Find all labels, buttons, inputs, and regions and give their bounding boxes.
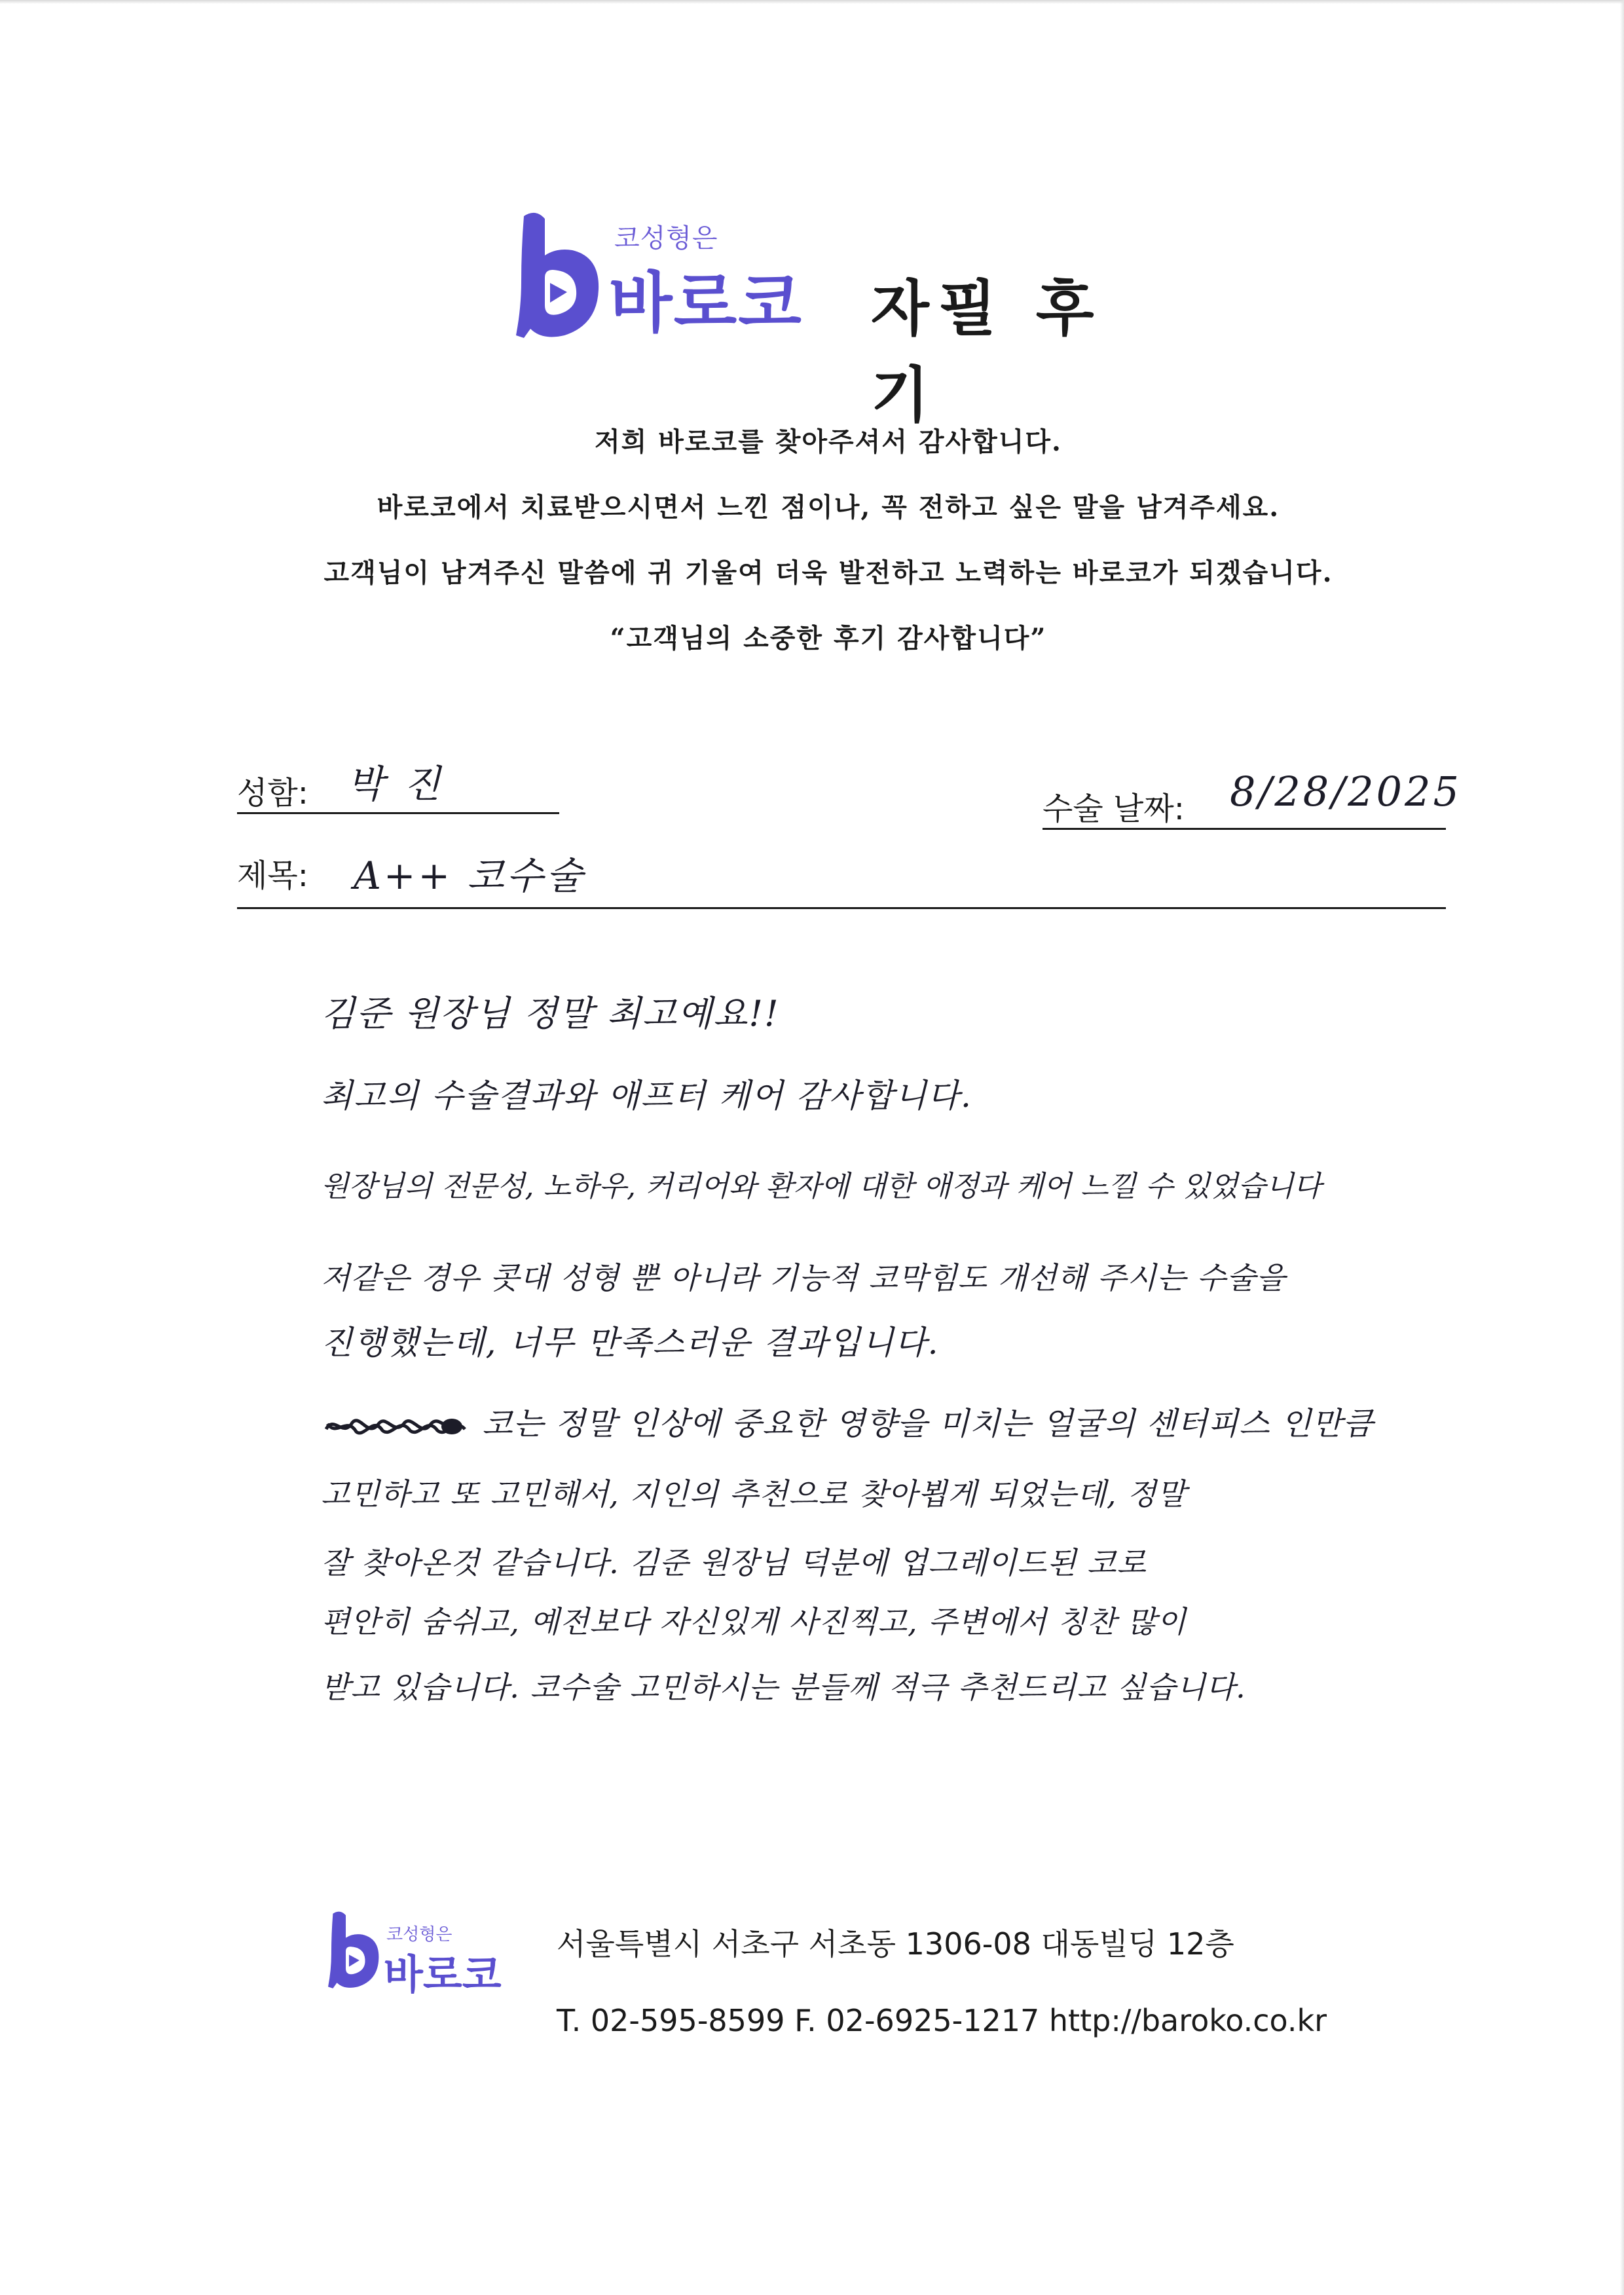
surgery-date-value: 8/28/2025 — [1230, 768, 1462, 815]
review-line-with-scribble — [321, 1539, 1147, 1582]
name-underline — [237, 812, 559, 814]
intro-line: 바로코에서 치료받으시면서 느낀 점이나, 꼭 전하고 싶은 말을 남겨주세요. — [377, 492, 1280, 523]
brand-name: 바로코 — [609, 265, 803, 341]
subject-underline — [237, 907, 1446, 909]
scan-edge — [1620, 0, 1624, 2295]
intro-line: 저희 바로코를 찾아주셔서 감사합니다. — [595, 426, 1062, 457]
brand-tagline: 코성형은 — [614, 223, 718, 253]
review-line: 받고 있습니다. 코수술 고민하시는 분들께 적극 추천드리고 싶습니다. — [321, 1670, 1246, 1705]
footer-logo — [321, 1909, 530, 1998]
review-line: 최고의 수술결과와 애프터 케어 감사합니다. — [321, 1077, 972, 1115]
review-line: 진행했는데, 너무 만족스러운 결과입니다. — [321, 1324, 940, 1362]
review-line: 편안히 숨쉬고, 예전보다 자신있게 사진찍고, 주변에서 칭찬 많이 — [321, 1604, 1187, 1639]
intro-text — [223, 409, 1434, 671]
footer-brand-tagline: 코성형은 — [386, 1925, 452, 1945]
review-line: 김준 원장님 정말 최고예요!! — [321, 993, 780, 1034]
review-line: 저같은 경우 콧대 성형 뿐 아니라 기능적 코막힘도 개선해 주시는 수술을 — [321, 1260, 1286, 1296]
document-header — [504, 210, 1159, 430]
subject-value: A++ 코수술 — [354, 853, 585, 898]
subject-label: 제목: — [237, 857, 308, 894]
baroko-logo-icon — [504, 210, 602, 341]
scribbled-out-text — [321, 1412, 471, 1441]
baroko-logo-icon — [321, 1909, 381, 1990]
intro-line: 고객님이 남겨주신 말씀에 귀 기울여 더욱 발전하고 노력하는 바로코가 되겠습니다. — [323, 557, 1333, 588]
review-line-text: 잘 찾아온것 같습니다. 김준 원장님 덕분에 업그레이드된 코로 — [321, 1545, 1147, 1580]
document-title: 자필 후기 — [871, 274, 1103, 430]
intro-line: “고객님의 소중한 후기 감사합니다” — [610, 623, 1047, 654]
footer-address: 서울특별시 서초구 서초동 1306-08 대동빌딩 12층 — [557, 1926, 1234, 1962]
review-line-with-scribble — [321, 1398, 1374, 1444]
name-label: 성함: — [237, 775, 308, 812]
date-underline — [1043, 828, 1446, 830]
review-line: 원장님의 전문성, 노하우, 커리어와 환자에 대한 애정과 케어 느낄 수 있었습니다 — [321, 1170, 1321, 1203]
footer-contact: T. 02-595-8599 F. 02-6925-1217 http://baroko.co.kr — [557, 2003, 1327, 2038]
review-line: 고민하고 또 고민해서, 지인의 추천으로 찾아뵙게 되었는데, 정말 — [321, 1476, 1187, 1512]
name-value: 박 진 — [347, 762, 445, 806]
review-line-text: 코는 정말 인상에 중요한 영향을 미치는 얼굴의 센터피스 인만큼 — [482, 1406, 1374, 1442]
scan-edge — [0, 0, 1624, 4]
footer-brand-name: 바로코 — [384, 1950, 502, 1998]
surgery-date-label: 수술 날짜: — [1043, 791, 1185, 827]
